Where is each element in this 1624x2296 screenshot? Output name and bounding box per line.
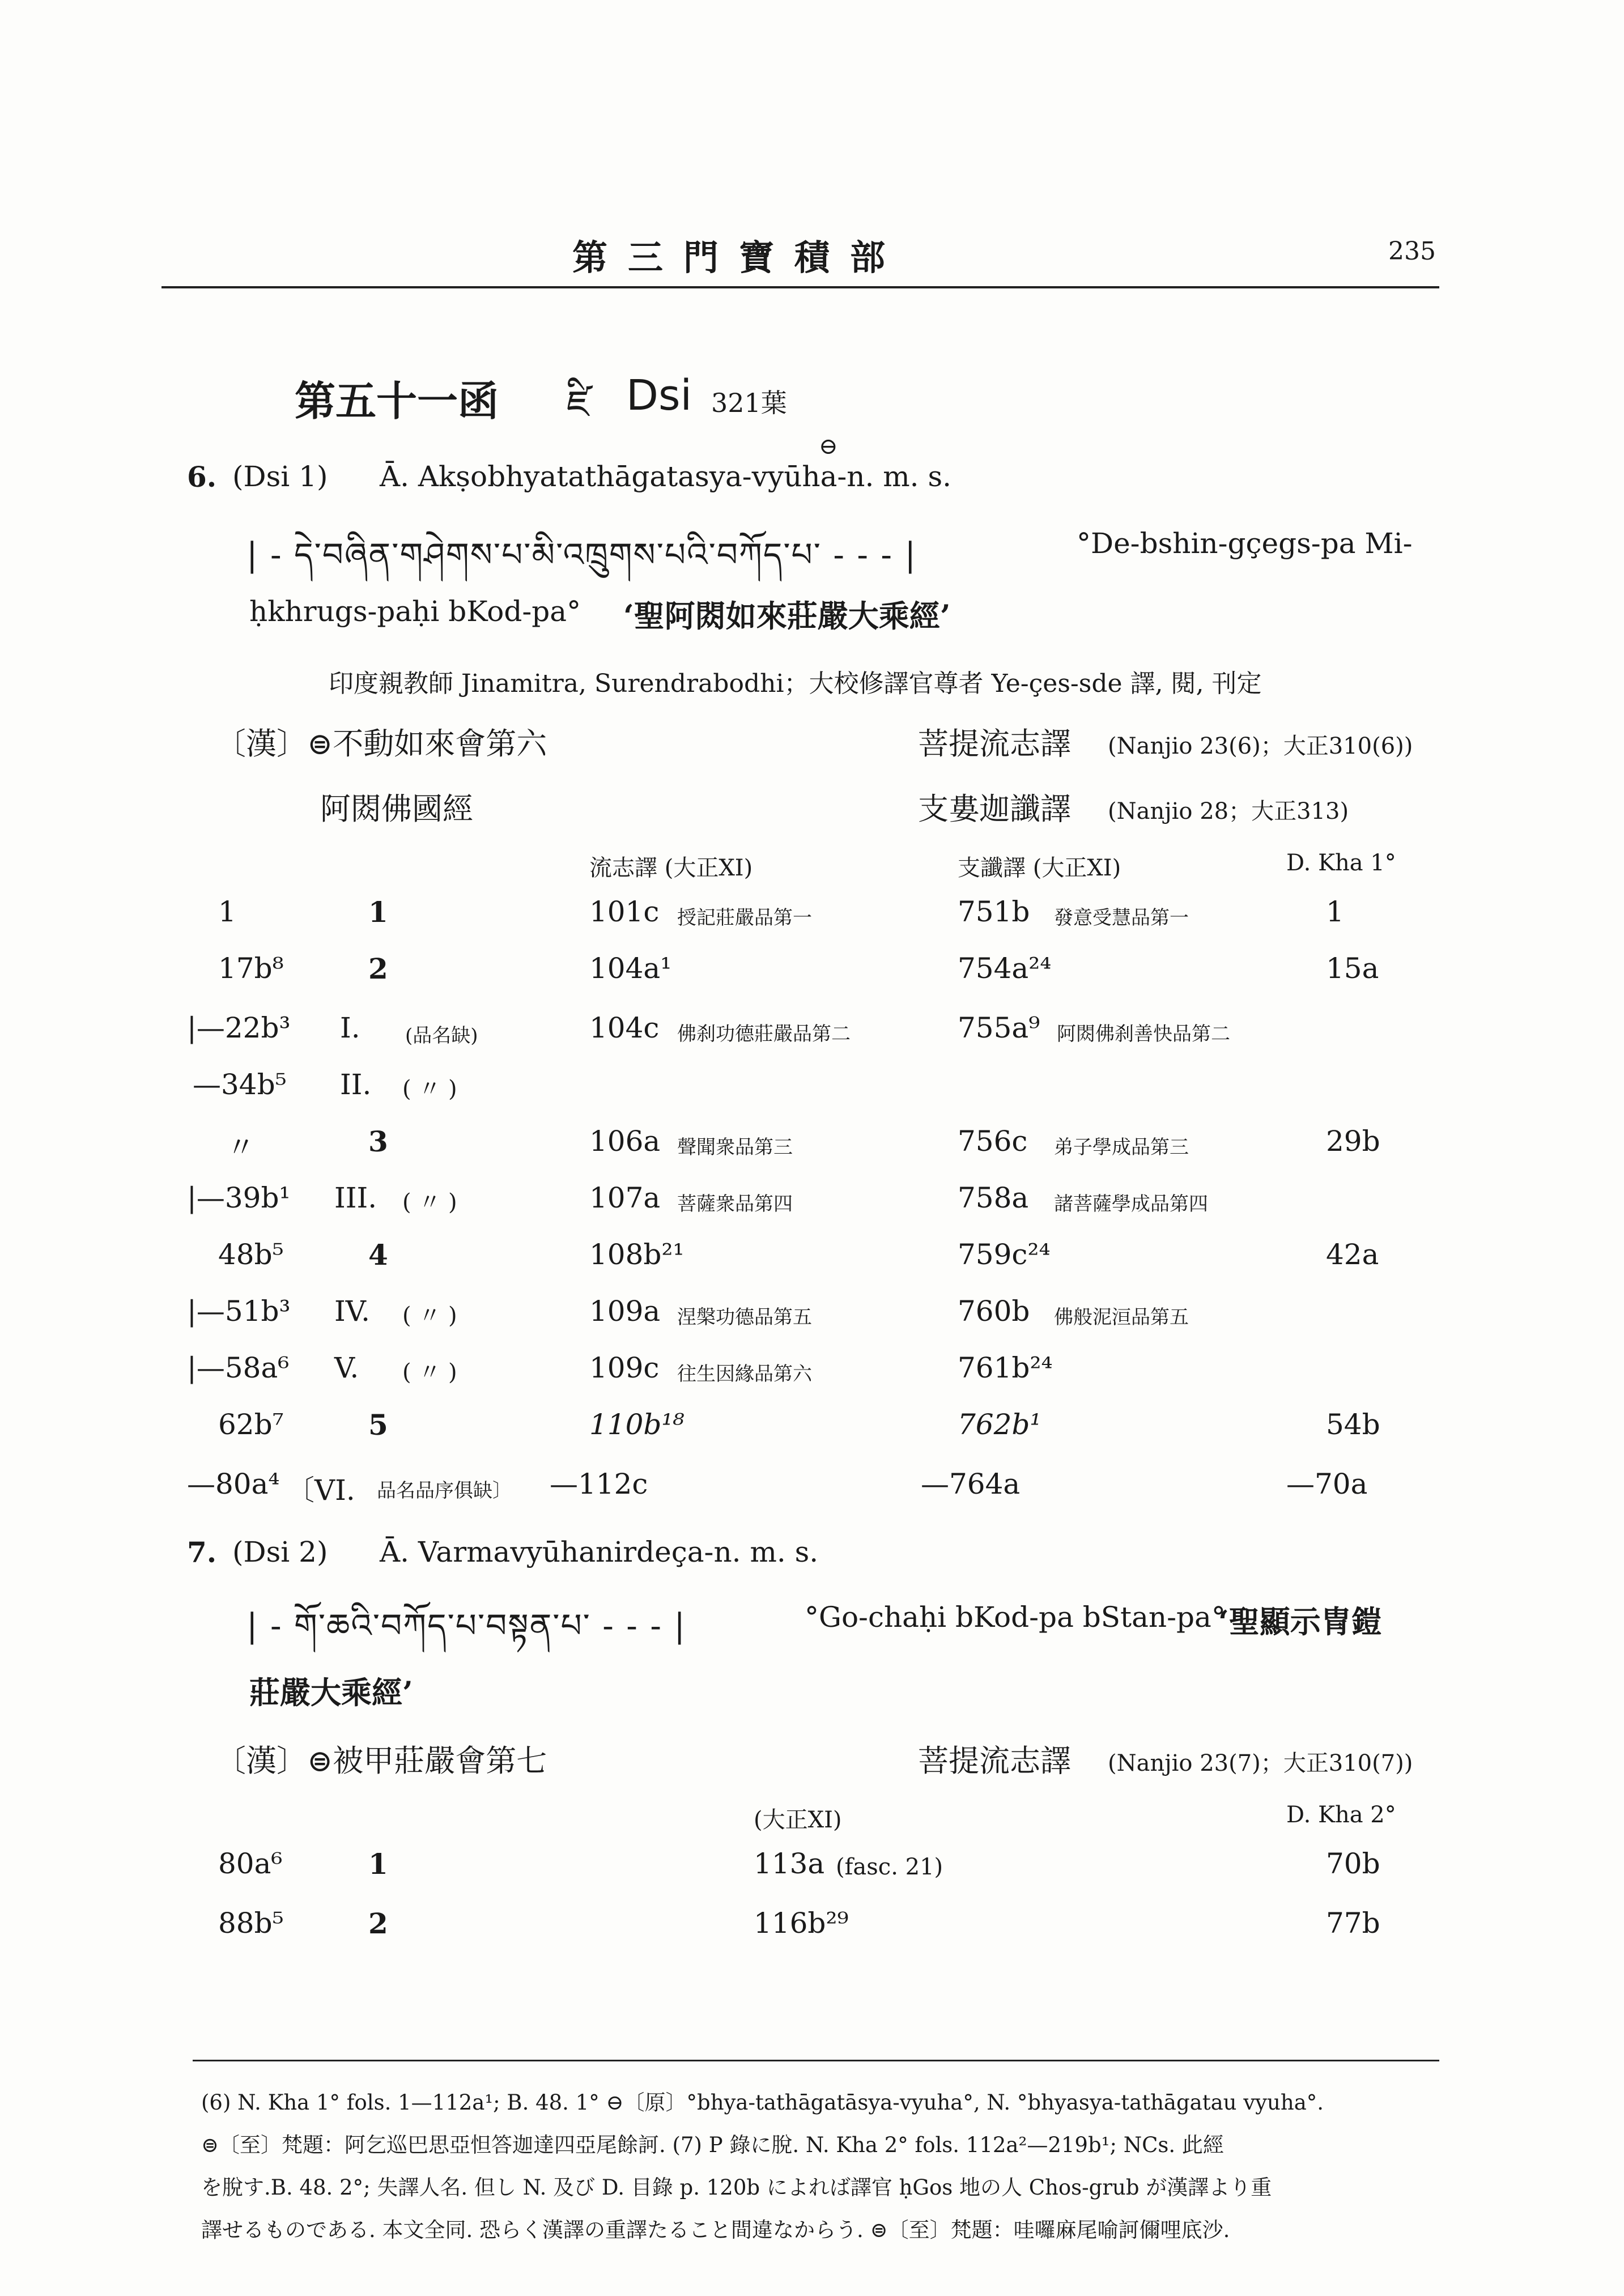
entry-ref: (Dsi 2): [232, 1536, 328, 1568]
table-cell-zhichen-chapter: 發意受慧品第一: [1054, 907, 1189, 929]
table-cell-section: V.: [334, 1351, 359, 1384]
table-cell-folio: 17b⁸: [218, 952, 284, 985]
column-head-derge: D. Kha 1°: [1286, 850, 1396, 876]
tibetan-romanization: °Go-chaḥi bKod-pa bStan-pa°: [805, 1601, 1226, 1634]
footnote-line: ⊜〔至〕梵題：阿乞巡巴思亞怛答迦達四亞尾餘訶. (7) P 錄に脫. N. Kha 2° fols. 112a²—219b¹; NCs. 此經: [201, 2133, 1224, 2157]
table-cell-zhichen: 759c²⁴: [958, 1238, 1051, 1271]
han-version-right: 菩提流志譯: [918, 1743, 1071, 1779]
table-cell-zhichen-chapter: 佛般泥洹品第五: [1054, 1306, 1189, 1329]
table-cell-section: II.: [340, 1068, 372, 1101]
table-cell-folio: 〃: [227, 1131, 255, 1164]
table-cell-liuzhi: 101c: [589, 895, 660, 928]
table-cell-zhichen-chapter: 弟子學成品第三: [1054, 1136, 1189, 1159]
table-cell-taisho: 113a: [754, 1847, 825, 1880]
table-cell-folio: |—39b¹: [187, 1181, 291, 1214]
table-cell-derge: 15a: [1326, 952, 1379, 985]
table-cell-section: 1: [368, 895, 388, 929]
table-cell-liuzhi: 107a: [589, 1181, 661, 1214]
volume-tibetan-letter: ཛི: [567, 382, 590, 426]
translators: 印度親教師 Jinamitra, Surendrabodhi；大校修譯官尊者 Ye-çes-sde 譯, 閱, 刊定: [329, 669, 1262, 698]
table-cell-zhichen: 760b: [958, 1295, 1030, 1328]
footnote-rule: [193, 2060, 1439, 2061]
volume-title: 第五十一函: [295, 377, 499, 425]
table-cell-derge: —70a: [1286, 1468, 1368, 1500]
table-cell-folio: 62b⁷: [218, 1408, 284, 1441]
table-cell-folio: —80a⁴: [187, 1468, 280, 1500]
column-head-zhichen: 支讖譯 (大正XI): [958, 855, 1121, 881]
chinese-title: ‘聖阿閦如來莊嚴大乘經’: [623, 598, 951, 634]
table-cell-zhichen-chapter: 阿閦佛刹善快品第二: [1057, 1023, 1230, 1045]
footnote-line: を脫す.B. 48. 2°; 失譯人名. 但し N. 及び D. 目錄 p. 120b によれば譯官 ḥGos 地の人 Chos-grub が漢譯より重: [201, 2175, 1272, 2200]
table-cell-zhichen: 758a: [958, 1181, 1029, 1214]
han-version-right-1: 菩提流志譯: [918, 726, 1071, 762]
table-cell-section-note: ( 〃 ): [402, 1303, 457, 1329]
table-cell-liuzhi: 110b¹⁸: [589, 1408, 685, 1441]
table-cell-section-note: ( 〃 ): [402, 1076, 457, 1102]
table-cell-liuzhi-chapter: 往生因緣品第六: [677, 1363, 812, 1385]
tibetan-title: | - གོ་ཆའི་བཀོད་པ་བསྟན་པ་ - - - |: [246, 1606, 686, 1645]
han-version-right-2-ref: (Nanjio 28；大正313): [1108, 798, 1349, 824]
page-number: 235: [1388, 237, 1436, 266]
table-cell-folio: —34b⁵: [193, 1068, 287, 1101]
han-version-right-ref: (Nanjio 23(7)；大正310(7)): [1108, 1750, 1413, 1776]
header-rule: [161, 286, 1439, 288]
table-cell-zhichen: 754a²⁴: [958, 952, 1052, 985]
table-cell-zhichen-chapter: 諸菩薩學成品第四: [1054, 1193, 1208, 1215]
volume-code: Dsi: [626, 371, 692, 420]
table-cell-section-note: (品名缺): [405, 1024, 478, 1047]
table-cell-derge: 29b: [1326, 1125, 1380, 1158]
table-cell-liuzhi-chapter: 授記莊嚴品第一: [677, 907, 812, 929]
sanskrit-title: Ā. Akṣobhyatathāgatasya-vyūha-n. m. s.: [380, 460, 952, 493]
table-cell-liuzhi: 108b²¹: [589, 1238, 685, 1271]
table-cell-zhichen: —764a: [921, 1468, 1021, 1500]
table-cell-folio: 48b⁵: [218, 1238, 284, 1271]
table-cell-section: III.: [334, 1181, 377, 1214]
running-header-title: 第三門寶積部: [572, 237, 906, 278]
han-version-left: 〔漢〕⊜被甲莊嚴會第七: [215, 1743, 547, 1779]
entry-number: 7.: [187, 1536, 217, 1569]
table-cell-derge: 77b: [1326, 1907, 1380, 1940]
table-cell-liuzhi-chapter: 佛刹功德莊嚴品第二: [677, 1023, 851, 1045]
table-cell-folio: |—22b³: [187, 1011, 291, 1044]
table-cell-section-note: 品名品序俱缺〕: [377, 1479, 512, 1502]
sanskrit-title: Ā. Varmavyūhanirdeça-n. m. s.: [380, 1536, 819, 1568]
table-cell-derge: 1: [1326, 895, 1344, 928]
table-cell-zhichen: 755a⁹: [958, 1011, 1040, 1044]
table-cell-derge: 70b: [1326, 1847, 1380, 1880]
table-cell-derge: 54b: [1326, 1408, 1380, 1441]
table-cell-liuzhi: 104a¹: [589, 952, 672, 985]
table-cell-section-note: ( 〃 ): [402, 1359, 457, 1385]
footnote-mark: ⊖: [819, 433, 838, 460]
table-cell-liuzhi: 109a: [589, 1295, 661, 1328]
table-cell-zhichen: 756c: [958, 1125, 1028, 1158]
table-cell-liuzhi-chapter: 聲聞衆品第三: [677, 1136, 793, 1159]
table-cell-zhichen: 762b¹: [958, 1408, 1041, 1441]
footnote-line: (6) N. Kha 1° fols. 1—112a¹; B. 48. 1° ⊖〔原〕°bhya-tathāgatāsya-vyuha°, N. °bhyasya-tathāgatau vyuha°.: [201, 2090, 1324, 2115]
table-cell-liuzhi-chapter: 菩薩衆品第四: [677, 1193, 793, 1215]
column-head-derge: D. Kha 2°: [1286, 1802, 1396, 1828]
chinese-title-cont: 莊嚴大乘經’: [249, 1674, 413, 1711]
table-cell-folio: 1: [218, 895, 236, 928]
table-cell-folio: 88b⁵: [218, 1907, 284, 1940]
table-cell-section: 〔VI.: [286, 1474, 355, 1507]
table-cell-section-note: ( 〃 ): [402, 1189, 457, 1215]
table-cell-section: 3: [368, 1125, 388, 1158]
table-cell-derge: 42a: [1326, 1238, 1379, 1271]
table-cell-section: 2: [368, 1907, 388, 1940]
table-cell-liuzhi-chapter: 涅槃功德品第五: [677, 1306, 812, 1329]
column-head-taisho: (大正XI): [754, 1807, 842, 1833]
table-cell-taisho: 116b²⁹: [754, 1907, 849, 1940]
volume-leaves: 321葉: [711, 388, 787, 418]
table-cell-section: 2: [368, 952, 388, 985]
han-version-right-2: 支婁迦讖譯: [918, 791, 1071, 827]
table-cell-section: I.: [340, 1011, 360, 1044]
table-cell-folio: |—51b³: [187, 1295, 291, 1328]
table-cell-zhichen: 761b²⁴: [958, 1351, 1053, 1384]
table-cell-section: IV.: [334, 1295, 371, 1328]
table-cell-liuzhi: 109c: [589, 1351, 660, 1384]
table-cell-folio: 80a⁶: [218, 1847, 283, 1880]
table-cell-folio: |—58a⁶: [187, 1351, 290, 1384]
entry-ref: (Dsi 1): [232, 460, 328, 493]
tibetan-romanization: °De-bshin-gçegs-pa Mi-: [1077, 527, 1413, 560]
table-cell-liuzhi: 104c: [589, 1011, 660, 1044]
table-cell-section: 5: [368, 1408, 388, 1442]
footnote-line: 譯せるものである. 本文全同. 恐らく漢譯の重譯たること間違なからう. ⊜〔至〕梵題：哇囉麻尾喻訶儞哩底沙.: [201, 2218, 1230, 2242]
table-cell-liuzhi: —112c: [550, 1468, 648, 1500]
tibetan-title: | - དེ་བཞིན་གཤེགས་པ་མི་འཁྲུགས་པའི་བཀོད་པ་ - - - |: [246, 535, 917, 574]
han-version-left-1: 〔漢〕⊜不動如來會第六: [215, 726, 547, 762]
table-cell-section: 4: [368, 1238, 388, 1272]
column-head-liuzhi: 流志譯 (大正XI): [589, 855, 753, 881]
entry-number: 6.: [187, 460, 217, 494]
table-cell-liuzhi: 106a: [589, 1125, 661, 1158]
table-cell-taisho-note: (fasc. 21): [836, 1854, 943, 1880]
table-cell-section: 1: [368, 1847, 388, 1881]
han-version-left-2: 阿閦佛國經: [320, 791, 473, 827]
table-cell-zhichen: 751b: [958, 895, 1030, 928]
han-version-right-1-ref: (Nanjio 23(6)；大正310(6)): [1108, 733, 1413, 759]
chinese-title: ‘聖顯示冑鎧: [1218, 1604, 1382, 1640]
tibetan-romanization-cont: ḥkhrugs-paḥi bKod-pa°: [249, 595, 581, 628]
